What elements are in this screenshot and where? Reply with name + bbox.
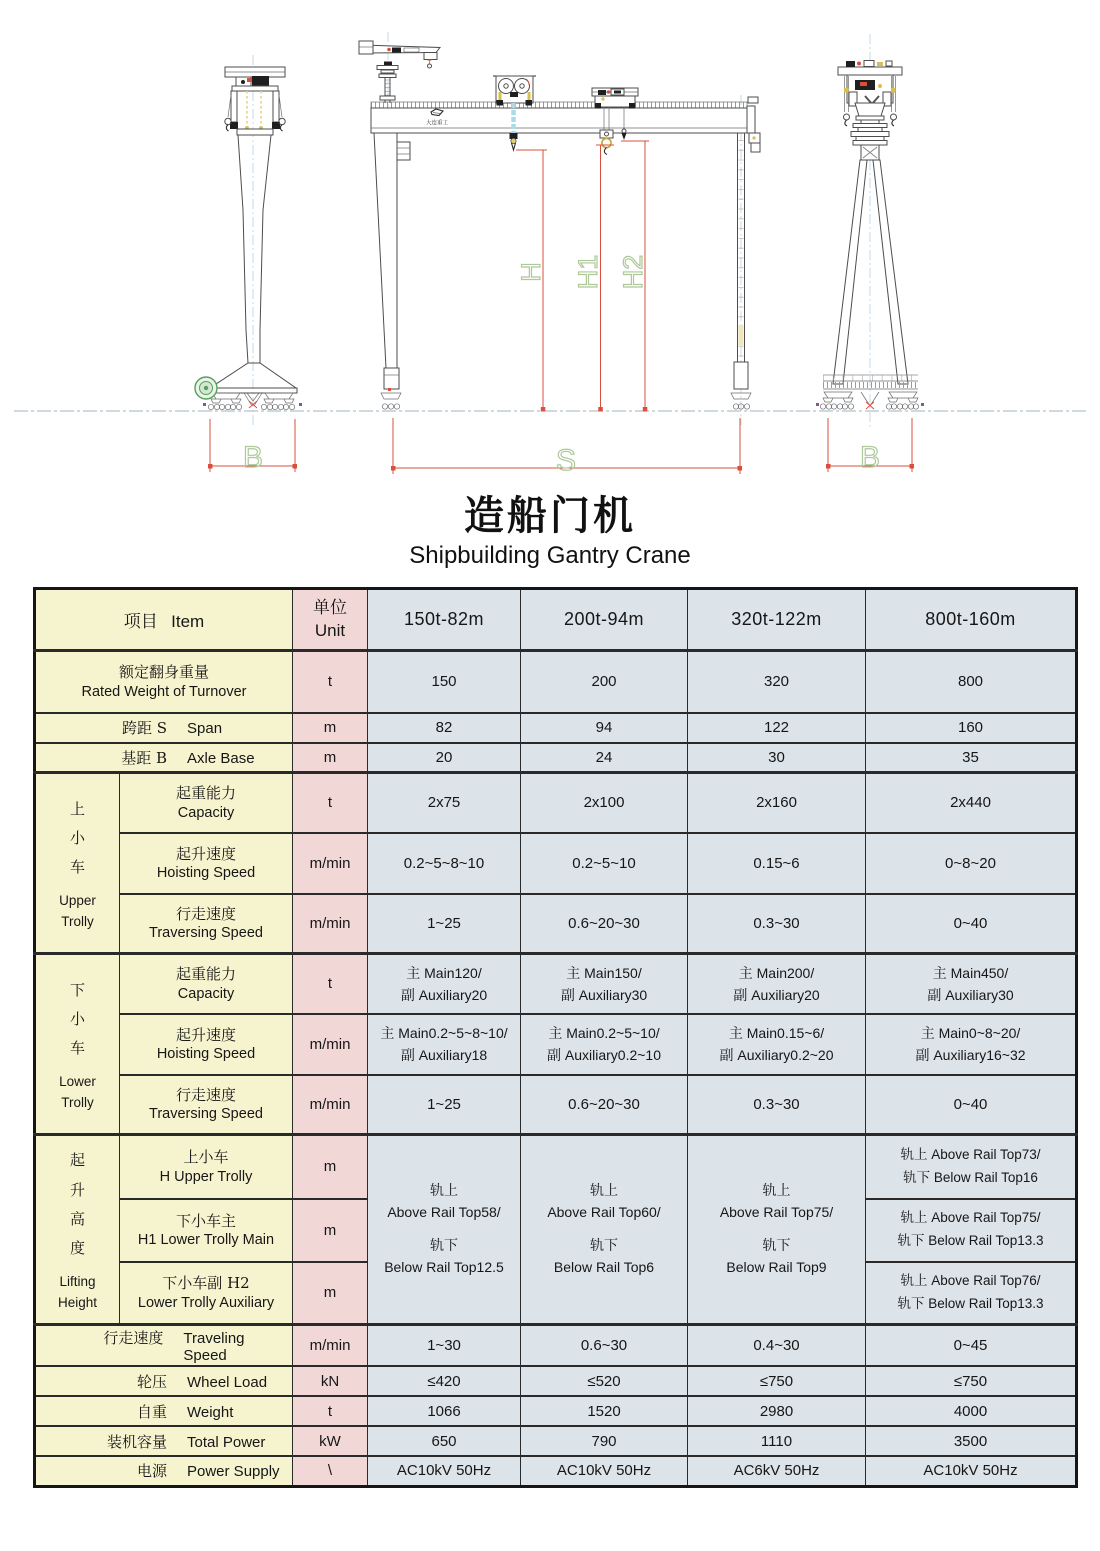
flexible-leg-foot: [734, 362, 748, 389]
lower-traversing-unit: m/min: [293, 1075, 368, 1135]
spec-value: 320: [688, 651, 866, 713]
rated-weight-label: 额定翻身重量 Rated Weight of Turnover: [35, 651, 293, 713]
spec-value: 轨上 Above Rail Top76/ 轨下 Below Rail Top13.3: [866, 1262, 1077, 1325]
spec-value: AC10kV 50Hz: [521, 1456, 688, 1486]
spec-value: 790: [521, 1426, 688, 1456]
row-traveling-speed: [35, 1325, 1077, 1367]
spec-value: 122: [688, 713, 866, 743]
header-row: [35, 589, 1077, 651]
wheel-load-unit: kN: [293, 1366, 368, 1396]
spec-value: 30: [688, 743, 866, 773]
group-upper-trolly: 上小车 Upper Trolly: [35, 773, 120, 954]
lift-lower-main-unit: m: [293, 1199, 368, 1262]
lift-upper-label: 上小车 H Upper Trolly: [120, 1135, 293, 1199]
spec-value: 主 Main200/ 副 Auxiliary20: [688, 954, 866, 1014]
spec-value: 24: [521, 743, 688, 773]
spec-value: 主 Main120/ 副 Auxiliary20: [368, 954, 521, 1014]
spec-value: 2980: [688, 1396, 866, 1426]
operator-cab: [397, 142, 410, 160]
dimension-axle-base-left: [208, 419, 297, 474]
page-title-zh: 造船门机: [464, 494, 636, 538]
auxiliary-hook: [622, 133, 627, 140]
dimension-span: [391, 418, 742, 477]
spec-value: AC10kV 50Hz: [866, 1456, 1077, 1486]
row-rated-weight: [35, 651, 1077, 713]
row-upper-capacity: [35, 773, 1077, 833]
span-label: 跨距 S Span: [35, 713, 293, 743]
spec-value: 35: [866, 743, 1077, 773]
spec-value: 0~45: [866, 1325, 1077, 1367]
spec-value: ≤750: [866, 1366, 1077, 1396]
spec-value: 0.2~5~10: [521, 833, 688, 894]
spec-value: 2x100: [521, 773, 688, 833]
row-axle-base: [35, 743, 1077, 773]
header-model: 800t-160m: [866, 589, 1077, 651]
spec-value: 800: [866, 651, 1077, 713]
lift-upper-unit: m: [293, 1135, 368, 1199]
page-title-en: Shipbuilding Gantry Crane: [409, 542, 691, 569]
spec-value: 1~25: [368, 1075, 521, 1135]
spec-value: 150: [368, 651, 521, 713]
row-upper-traversing: [35, 894, 1077, 954]
spec-value: 0.15~6: [688, 833, 866, 894]
main-hook: [602, 138, 611, 147]
spec-value: 0~8~20: [866, 833, 1077, 894]
spec-value: 4000: [866, 1396, 1077, 1426]
lower-traversing-label: 行走速度 Traversing Speed: [120, 1075, 293, 1135]
spec-value: 0.3~30: [688, 894, 866, 954]
row-weight: [35, 1396, 1077, 1426]
group-lower-trolly: 下小车 Lower Trolly: [35, 954, 120, 1135]
dimension-label-axle-base-left: B: [242, 441, 264, 474]
spec-value: 82: [368, 713, 521, 743]
rigid-leg: [374, 133, 397, 368]
total-power-unit: kW: [293, 1426, 368, 1456]
spec-value: 轨上 Above Rail Top75/ 轨下 Below Rail Top13.3: [866, 1199, 1077, 1262]
header-model: 200t-94m: [521, 589, 688, 651]
spec-value: 2x440: [866, 773, 1077, 833]
dimension-label-h1: H1: [573, 254, 603, 290]
a-frame-leg-rear: [873, 160, 908, 384]
spec-value: 200: [521, 651, 688, 713]
spec-value: 0~40: [866, 1075, 1077, 1135]
spec-value: 650: [368, 1426, 521, 1456]
upper-hoisting-label: 起升速度 Hoisting Speed: [120, 833, 293, 894]
spec-value: 轨上 Above Rail Top73/ 轨下 Below Rail Top16: [866, 1135, 1077, 1199]
upper-capacity-unit: t: [293, 773, 368, 833]
spec-value: AC6kV 50Hz: [688, 1456, 866, 1486]
crane-technical-drawing: [0, 0, 1100, 488]
wheel-load-label: 轮压 Wheel Load: [35, 1366, 293, 1396]
spec-value: 轨上 Above Rail Top58/ 轨下 Below Rail Top12.5: [368, 1135, 521, 1325]
spec-value: 轨上 Above Rail Top75/ 轨下 Below Rail Top9: [688, 1135, 866, 1325]
spec-value: 3500: [866, 1426, 1077, 1456]
span-unit: m: [293, 713, 368, 743]
spec-value: 1066: [368, 1396, 521, 1426]
rated-weight-unit: t: [293, 651, 368, 713]
dimension-label-span: S: [555, 444, 577, 477]
spec-value: 0~40: [866, 894, 1077, 954]
upper-traversing-label: 行走速度 Traversing Speed: [120, 894, 293, 954]
header-item: 项目 Item: [35, 589, 293, 651]
row-total-power: [35, 1426, 1077, 1456]
spec-value: 0.2~5~8~10: [368, 833, 521, 894]
row-power-supply: [35, 1456, 1077, 1486]
traveling-speed-unit: m/min: [293, 1325, 368, 1367]
lift-lower-aux-unit: m: [293, 1262, 368, 1325]
group-lifting-height: 起升高度 Lifting Height: [35, 1135, 120, 1325]
power-supply-label: 电源 Power Supply: [35, 1456, 293, 1486]
dimension-h2: [618, 141, 649, 412]
spec-value: 主 Main450/ 副 Auxiliary30: [866, 954, 1077, 1014]
lower-hoisting-label: 起升速度 Hoisting Speed: [120, 1014, 293, 1075]
row-lift-upper: [35, 1135, 1077, 1199]
row-upper-hoisting: [35, 833, 1077, 894]
spec-value: 20: [368, 743, 521, 773]
spec-value: 主 Main0~8~20/ 副 Auxiliary16~32: [866, 1014, 1077, 1075]
spec-value: 0.6~30: [521, 1325, 688, 1367]
spec-value: 1~25: [368, 894, 521, 954]
dimension-label-h: H: [516, 262, 546, 282]
spec-value: 主 Main150/ 副 Auxiliary30: [521, 954, 688, 1014]
upper-hoisting-unit: m/min: [293, 833, 368, 894]
spec-value: 2x75: [368, 773, 521, 833]
header-model: 320t-122m: [688, 589, 866, 651]
lower-capacity-unit: t: [293, 954, 368, 1014]
spec-value: AC10kV 50Hz: [368, 1456, 521, 1486]
spec-value: 0.6~20~30: [521, 894, 688, 954]
total-power-label: 装机容量 Total Power: [35, 1426, 293, 1456]
axle-base-unit: m: [293, 743, 368, 773]
dimension-h1: [573, 145, 614, 412]
spec-value: 1110: [688, 1426, 866, 1456]
spec-value: 主 Main0.2~5~10/ 副 Auxiliary0.2~10: [521, 1014, 688, 1075]
header-unit: 单位 Unit: [293, 589, 368, 651]
front-elevation-view: [359, 32, 760, 477]
spec-value: 0.6~20~30: [521, 1075, 688, 1135]
upper-capacity-label: 起重能力 Capacity: [120, 773, 293, 833]
spec-value: 1~30: [368, 1325, 521, 1367]
spec-value: 160: [866, 713, 1077, 743]
lift-lower-aux-label: 下小车副 H2 Lower Trolly Auxiliary: [120, 1262, 293, 1325]
axle-base-label: 基距 B Axle Base: [35, 743, 293, 773]
spec-value: 主 Main0.15~6/ 副 Auxiliary0.2~20: [688, 1014, 866, 1075]
weight-label: 自重 Weight: [35, 1396, 293, 1426]
a-frame-leg-front: [833, 160, 867, 384]
dimension-h: [516, 150, 547, 412]
spec-value: 0.3~30: [688, 1075, 866, 1135]
row-lower-traversing: [35, 1075, 1077, 1135]
weight-unit: t: [293, 1396, 368, 1426]
lift-lower-main-label: 下小车主 H1 Lower Trolly Main: [120, 1199, 293, 1262]
row-wheel-load: [35, 1366, 1077, 1396]
dimension-label-h2: H2: [618, 254, 648, 290]
rooftop-jib-crane: [359, 41, 440, 103]
spec-value: ≤420: [368, 1366, 521, 1396]
power-supply-unit: \: [293, 1456, 368, 1486]
spec-value: 1520: [521, 1396, 688, 1426]
header-model: 150t-82m: [368, 589, 521, 651]
lower-capacity-label: 起重能力 Capacity: [120, 954, 293, 1014]
spec-value: 94: [521, 713, 688, 743]
spec-value: 2x160: [688, 773, 866, 833]
spec-value: 0.4~30: [688, 1325, 866, 1367]
specification-table: [33, 587, 1078, 1488]
spec-value: 轨上 Above Rail Top60/ 轨下 Below Rail Top6: [521, 1135, 688, 1325]
upper-traversing-unit: m/min: [293, 894, 368, 954]
dimension-label-axle-base-right: B: [859, 441, 881, 474]
side-view-flexible-leg: [816, 34, 924, 474]
traveling-speed-label: 行走速度 Traveling Speed: [35, 1325, 293, 1367]
spec-value: ≤520: [521, 1366, 688, 1396]
spec-value: 主 Main0.2~5~8~10/ 副 Auxiliary18: [368, 1014, 521, 1075]
row-lower-hoisting: [35, 1014, 1077, 1075]
row-span: [35, 713, 1077, 743]
lower-hoisting-unit: m/min: [293, 1014, 368, 1075]
row-lower-capacity: [35, 954, 1077, 1014]
manufacturer-logo-text: 大连重工: [425, 120, 449, 127]
spec-value: ≤750: [688, 1366, 866, 1396]
